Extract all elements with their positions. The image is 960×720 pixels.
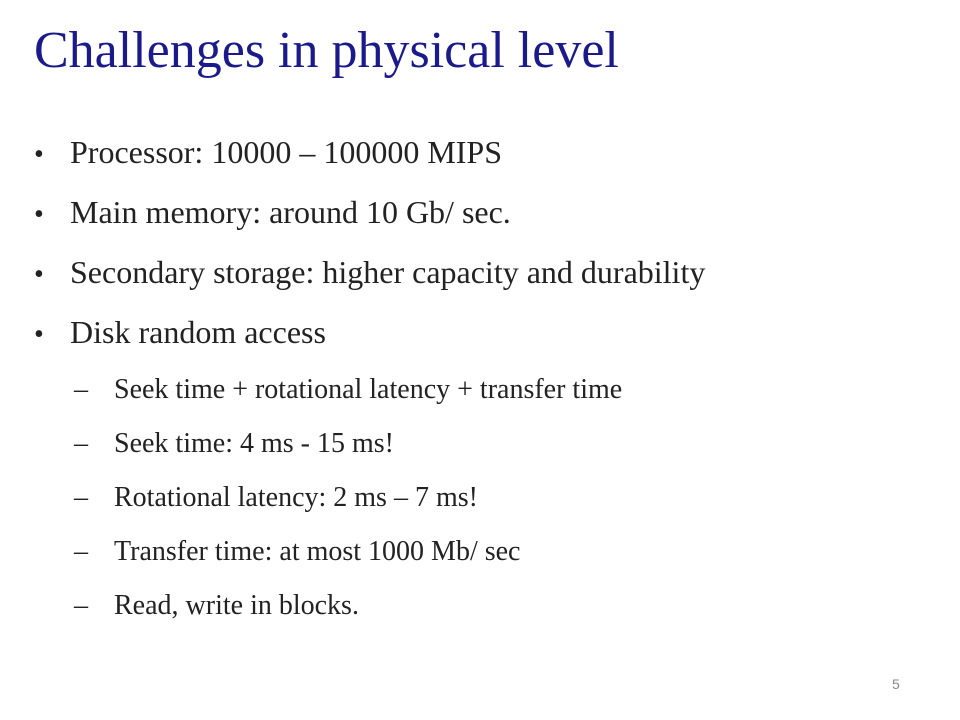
sub-bullet-text: Rotational latency: 2 ms – 7 ms!	[114, 482, 478, 513]
bullet-item-disk-random-access	[34, 313, 326, 352]
sub-bullet-marker: –	[74, 590, 88, 621]
slide-title: Challenges in physical level	[34, 22, 619, 79]
bullet-marker: •	[34, 259, 44, 290]
sub-bullet-item-read-write-blocks	[74, 589, 359, 623]
sub-bullet-item-seek-time	[74, 427, 394, 461]
bullet-item-main-memory	[34, 193, 511, 232]
sub-bullet-marker: –	[74, 428, 88, 459]
sub-bullet-text: Transfer time: at most 1000 Mb/ sec	[114, 536, 521, 567]
bullet-marker: •	[34, 139, 44, 170]
sub-bullet-text: Read, write in blocks.	[114, 590, 359, 621]
bullet-text: Disk random access	[70, 314, 326, 350]
sub-bullet-text: Seek time: 4 ms - 15 ms!	[114, 428, 394, 459]
sub-bullet-item-rotational-latency	[74, 481, 478, 515]
sub-bullet-marker: –	[74, 374, 88, 405]
bullet-item-processor	[34, 133, 502, 172]
sub-bullet-marker: –	[74, 482, 88, 513]
bullet-marker: •	[34, 199, 44, 230]
bullet-text: Secondary storage: higher capacity and durability	[70, 254, 706, 290]
sub-bullet-item-transfer-time	[74, 535, 520, 569]
sub-bullet-item-seek-rotational-transfer	[74, 373, 622, 407]
page-number: 5	[892, 676, 900, 692]
sub-bullet-marker: –	[74, 536, 88, 567]
bullet-text: Processor: 10000 – 100000 MIPS	[70, 134, 503, 170]
bullet-text: Main memory: around 10 Gb/ sec.	[70, 194, 511, 230]
sub-bullet-text: Seek time + rotational latency + transfer time	[114, 374, 623, 405]
bullet-item-secondary-storage	[34, 253, 705, 292]
bullet-marker: •	[34, 319, 44, 350]
